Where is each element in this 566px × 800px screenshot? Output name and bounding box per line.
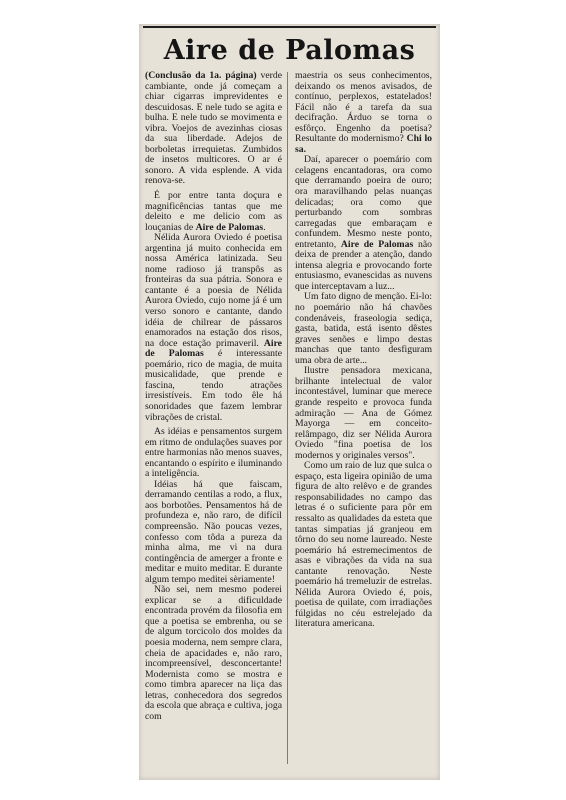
paragraph: As idéias e pensamentos surgem em ritmo de ondulações suaves por entre harmonias não menos suaves, encantando o espírito e iluminando a inteligência. [145, 426, 282, 480]
paragraph: Um fato digno de menção. Ei-lo: no poemário não há chavões condenáveis, fraseologia sediça, gasta, batida, está isento dêstes graves senões e limpo destas manchas que tanto desfiguram uma obra de arte... [295, 291, 432, 366]
article-title: Aire de Palomas [163, 35, 416, 66]
left-column [145, 71, 282, 722]
continuation-note: (Conclusão da 1a. página) [145, 70, 257, 81]
paragraph: Daí, aparecer o poemário com celagens encantadoras, ora como que derramando poeira de ouro; ora maravilhando pelas nuanças delicadas; ora como que perturbando com sombras carregadas que embaraçam e confundem. Mesmo neste ponto, entretanto, Aire de Palomas não deixa de prender a atenção, dando intensa alegria e provocando forte entusiasmo, evanescidas as nuvens que interceptavam a luz... [295, 154, 432, 292]
paragraph: maestria os seus conhecimentos, deixando os menos avisados, de contínuo, perplexos, estatelados! Fácil não é a tarefa da sua decifração. Árduo se torna o esfôrço. Engenho da poetisa? Resultante do modernismo? Chi lo sa. [295, 70, 432, 155]
column-divider [287, 72, 288, 764]
right-column [295, 71, 432, 630]
paragraph: Como um raio de luz que sulca o espaço, esta ligeira opinião de uma figura de alto relêvo e de grandes responsabilidades no campo das letras é o suficiente para pôr em ressalto as qualidades da esteta que tantas simpatias já granjeou em tôrno do seu nome laureado. Neste poemário há estremecimentos de asas e vibrações da vida na sua cantante renovação. Neste poemário há tremeluzir de estrelas. Nélida Aurora Oviedo é, pois, poetisa de quilate, com irradiações fúlgidas no céu estrelejado da literatura americana. [295, 460, 432, 630]
newspaper-clipping [139, 24, 440, 780]
paragraph: (Conclusão da 1a. página) verde cambiante, onde já começam a chiar cigarras imprevidentes e descuidosas. E nele tudo se agita e bulha. E nele tudo se movimenta e vibra. Voejos de avezinhas ciosas da sua liberdade. Adejos de borboletas irrequietas. Zumbidos de insetos multicores. O ar é sonoro. A vida esplende. A vida renova-se. [145, 70, 282, 187]
paragraph: Não sei, nem mesmo poderei explicar se a dificuldade encontrada provém da filosofia em que a poetisa se embrenha, ou se de algum torcicolo dos moldes da poesia moderna, nem sempre clara, cheia de apacidades e, não raro, incompreensível, desconcertante! Modernista como se mostra e como timbra aparecer na liça das letras, conhecedora dos segredos da escola que abraça e cultiva, joga com [145, 584, 282, 722]
paragraph: Nélida Aurora Oviedo é poetisa argentina já muito conhecida em nossa América latinizada. Seu nome radioso já transpôs as fronteiras da sua pátria. Sonora e cantante é a poesia de Nélida Aurora Oviedo, cujo nome já é um verso sonoro e cantante, dando idéia de chilrear de pássaros enamorados na estação dos risos, na doce estação primaveril. Aire de Palomas é interessante poemário, rico de magia, de muita musicalidade, que prende e fascina, tendo atrações irresistíveis. Em todo êle há sonoridades que fazem lembrar vibrações de cristal. [145, 232, 283, 423]
top-rule [143, 26, 436, 28]
paragraph: Idéias há que faiscam, derramando centilas a rodo, a flux, aos borbotões. Pensamentos há de profundeza e, não raro, de difícil compreensão. Não poucas vezes, confesso com tôda a pureza da minha alma, me vi na dura contingência de amerger a fronte e meditar e muito meditar. E durante algum tempo meditei sèriamente! [145, 478, 282, 585]
paragraph: Ilustre pensadora mexicana, brilhante intelectual de valor incontestável, luminar que merece grande respeito e provoca funda admiração — Ana de Gómez Mayorga — em conceito-relâmpago, diz ser Nélida Aurora Oviedo "fina poetisa de los modernos y originales versos". [295, 365, 432, 461]
paragraph: É por entre tanta doçura e magnificências tantas que me deleito e me delicio com as louçanias de Aire de Palomas. [145, 190, 282, 233]
